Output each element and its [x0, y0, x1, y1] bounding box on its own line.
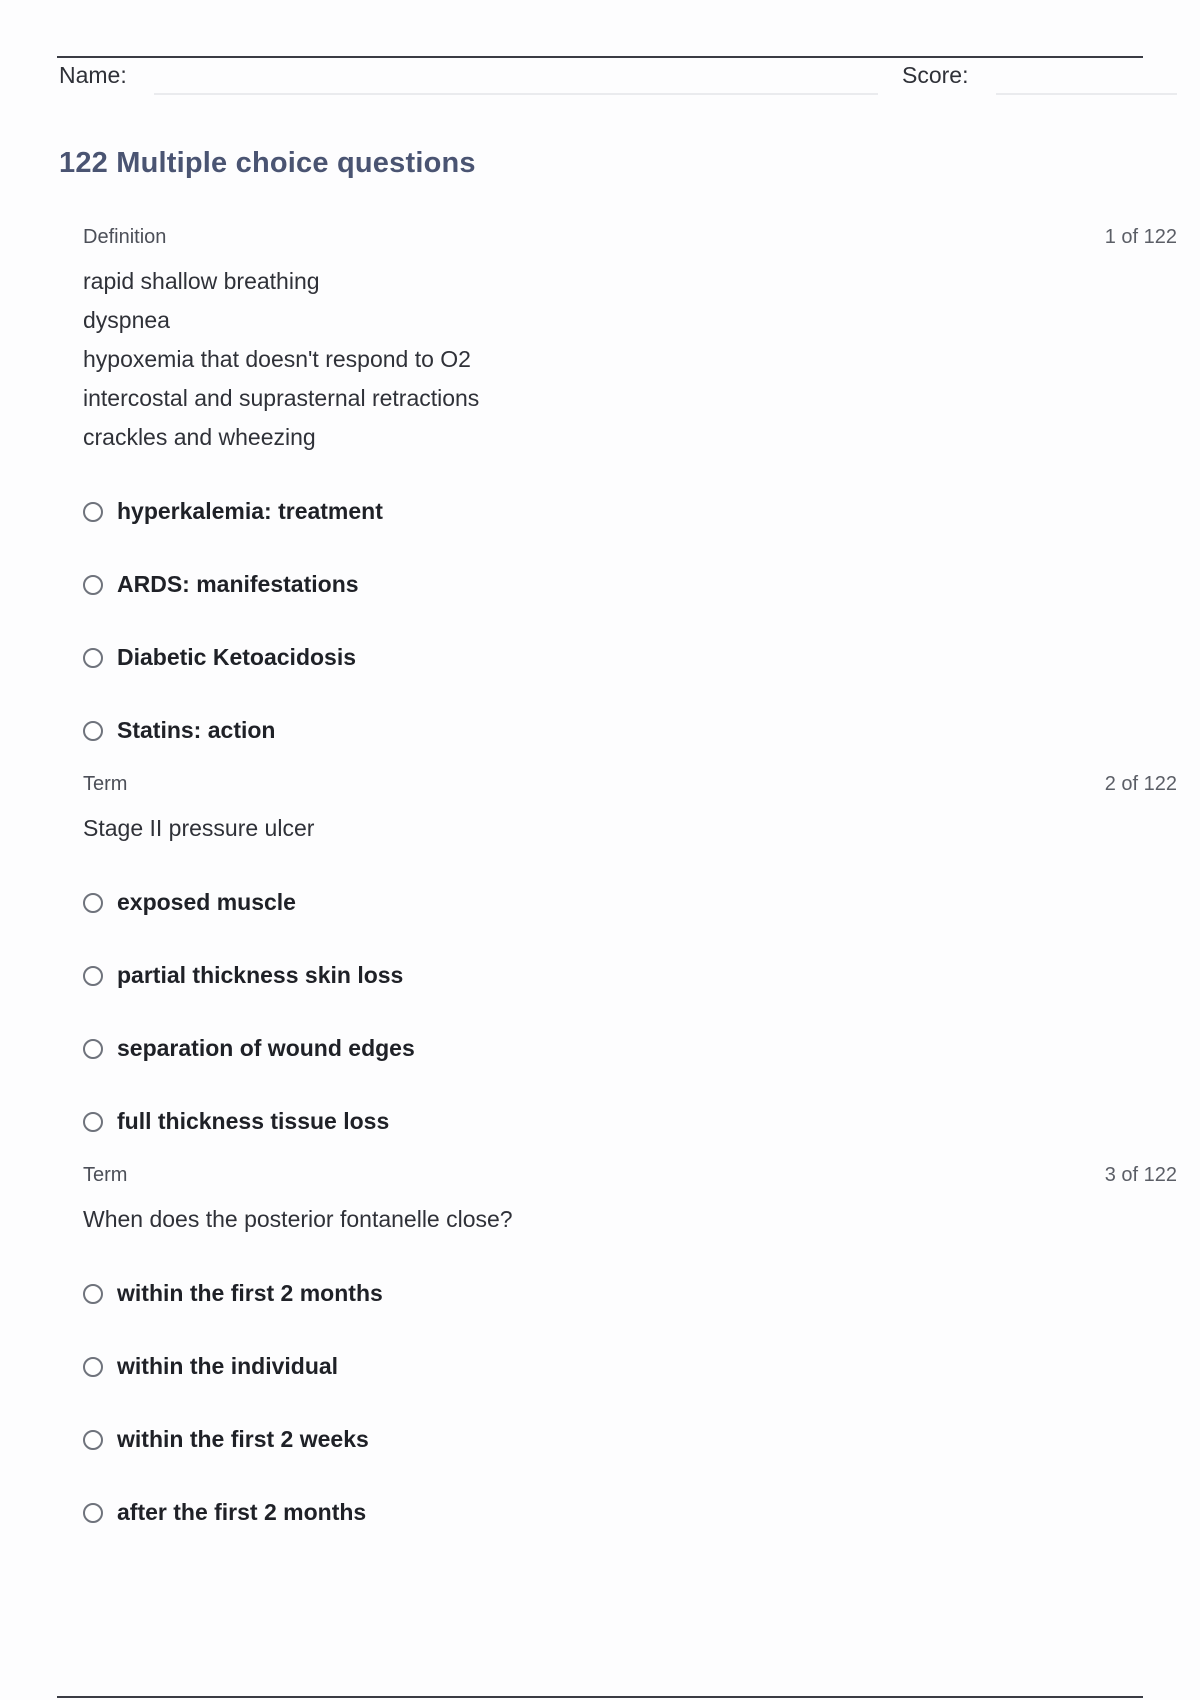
option-label: within the first 2 weeks	[117, 1426, 369, 1452]
score-label: Score:	[902, 62, 969, 88]
page-title: 122 Multiple choice questions	[59, 147, 476, 179]
option-label: within the first 2 months	[117, 1280, 383, 1306]
option-label: partial thickness skin loss	[117, 962, 404, 988]
answer-options	[83, 475, 1177, 767]
question-type: Term	[83, 773, 128, 795]
radio-button[interactable]	[83, 1284, 103, 1304]
prompt-line: intercostal and suprasternal retractions	[83, 385, 480, 411]
radio-button[interactable]	[83, 648, 103, 668]
question-3	[83, 1164, 1177, 1549]
radio-button[interactable]	[83, 1357, 103, 1377]
question-prompt	[83, 262, 1177, 457]
question-prompt	[83, 1200, 1177, 1239]
name-field[interactable]	[154, 93, 878, 95]
option-label: Statins: action	[117, 717, 276, 743]
radio-button[interactable]	[83, 893, 103, 913]
option-label: after the first 2 months	[117, 1499, 367, 1525]
option-label: full thickness tissue loss	[117, 1108, 390, 1134]
radio-button[interactable]	[83, 1039, 103, 1059]
answer-option[interactable]	[83, 621, 1177, 694]
question-counter: 3 of 122	[1104, 1164, 1177, 1186]
answer-option[interactable]	[83, 939, 1177, 1012]
bottom-rule	[57, 1696, 1143, 1698]
option-label: within the individual	[117, 1353, 339, 1379]
prompt-line: crackles and wheezing	[83, 424, 316, 450]
question-counter: 1 of 122	[1104, 226, 1177, 248]
radio-button[interactable]	[83, 1430, 103, 1450]
answer-option[interactable]	[83, 1476, 1177, 1549]
question-header	[83, 1164, 1177, 1194]
option-label: ARDS: manifestations	[117, 571, 359, 597]
question-header	[83, 773, 1177, 803]
option-label: hyperkalemia: treatment	[117, 498, 383, 524]
prompt-line: dyspnea	[83, 307, 170, 333]
answer-option[interactable]	[83, 1403, 1177, 1476]
answer-options	[83, 1257, 1177, 1549]
top-rule	[57, 56, 1143, 58]
question-counter: 2 of 122	[1104, 773, 1177, 795]
prompt-line: When does the posterior fontanelle close?	[83, 1206, 513, 1232]
name-label: Name:	[59, 62, 127, 88]
radio-button[interactable]	[83, 721, 103, 741]
question-prompt	[83, 809, 1177, 848]
prompt-line: Stage II pressure ulcer	[83, 815, 315, 841]
question-1	[83, 226, 1177, 767]
radio-button[interactable]	[83, 1503, 103, 1523]
prompt-line: hypoxemia that doesn't respond to O2	[83, 346, 471, 372]
prompt-line: rapid shallow breathing	[83, 268, 320, 294]
question-type: Definition	[83, 226, 167, 248]
answer-options	[83, 866, 1177, 1158]
answer-option[interactable]	[83, 1012, 1177, 1085]
score-field[interactable]	[996, 93, 1177, 95]
question-2	[83, 773, 1177, 1158]
answer-option[interactable]	[83, 694, 1177, 767]
name-score-header	[59, 60, 1177, 96]
answer-option[interactable]	[83, 1257, 1177, 1330]
question-type: Term	[83, 1164, 128, 1186]
answer-option[interactable]	[83, 1085, 1177, 1158]
radio-button[interactable]	[83, 575, 103, 595]
option-label: separation of wound edges	[117, 1035, 415, 1061]
answer-option[interactable]	[83, 475, 1177, 548]
radio-button[interactable]	[83, 502, 103, 522]
option-label: Diabetic Ketoacidosis	[117, 644, 357, 670]
answer-option[interactable]	[83, 866, 1177, 939]
radio-button[interactable]	[83, 1112, 103, 1132]
answer-option[interactable]	[83, 548, 1177, 621]
option-label: exposed muscle	[117, 889, 296, 915]
radio-button[interactable]	[83, 966, 103, 986]
question-header	[83, 226, 1177, 256]
answer-option[interactable]	[83, 1330, 1177, 1403]
